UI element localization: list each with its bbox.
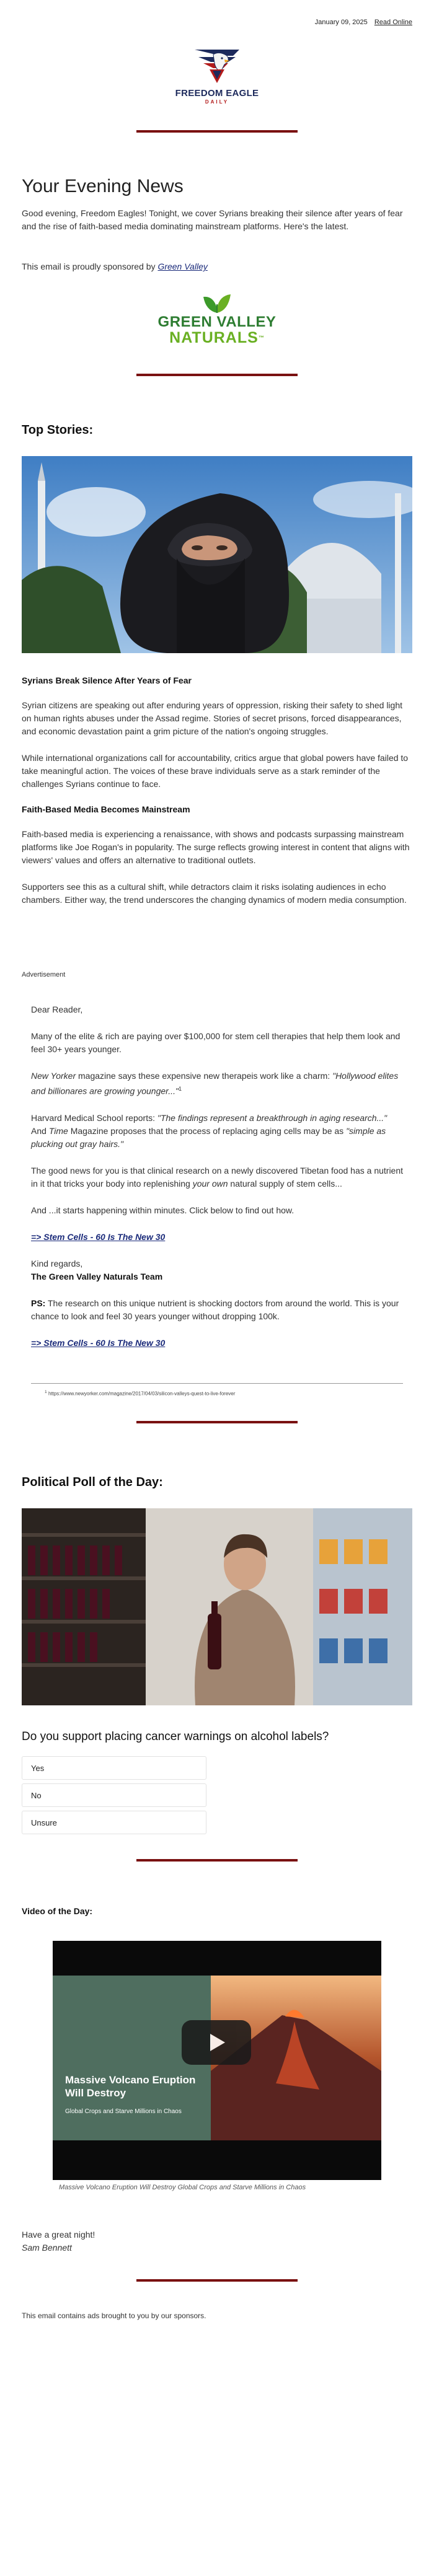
poll-photo [22,1508,412,1705]
email-header [0,0,434,47]
footnote-divider [31,1383,403,1384]
poll-option-unsure[interactable]: Unsure [22,1811,206,1834]
brand-logo [0,47,434,130]
divider [136,374,298,376]
date-text: January 09, 2025 [314,19,368,26]
poll-options [22,1756,412,1834]
brand-name: FREEDOM EAGLE [175,88,259,99]
ad-paragraph: New Yorker magazine says these expensive new therapeis work like a charm: "Hollywood elites and billionares are growing younger..."$^1$ [31,1071,399,1096]
top-stories-heading: Top Stories: [22,423,94,437]
video-thumb-title: Massive Volcano Eruption Will Destroy [65,2074,196,2099]
divider [136,130,298,133]
divider [136,2279,298,2282]
stem-cells-cta-link-2[interactable]: => Stem Cells - 60 Is The New 30 [31,1337,166,1348]
advertisement-body [31,1003,403,1350]
sponsor-prefix: This email is proudly sponsored by [22,262,158,271]
page-title: Your Evening News [22,176,184,196]
poll-option-yes[interactable]: Yes [22,1756,206,1780]
poll-heading: Political Poll of the Day: [22,1475,163,1490]
ad-paragraph: Harvard Medical School reports: "The findings represent a breakthrough in aging research..." And Time Magazine proposes that the process of replacing aging cells may be as "simple as plucking out gray hairs." [31,1112,388,1149]
poll-option-no[interactable]: No [22,1783,206,1807]
story1-paragraph: While international organizations call for accountability, critics argue that global powers have failed to take meaningful action. The voices of these brave individuals serve as a stark reminder of the challenges Syrians continue to face. [22,753,409,789]
divider [136,1859,298,1862]
video-thumb-subtitle: Global Crops and Starve Millions in Chaos [65,2108,182,2116]
story1-title: Syrians Break Silence After Years of Fear [22,675,192,685]
stem-cells-cta-link[interactable]: => Stem Cells - 60 Is The New 30 [31,1231,166,1242]
play-icon [182,2020,251,2065]
brand-sub: DAILY [205,99,229,105]
ad-paragraph: The good news for you is that clinical research on a newly discovered Tibetan food has a nutrient in it that tricks your body into replenishing your own natural supply of stem cells... [31,1165,404,1189]
read-online-link[interactable]: Read Online [374,19,412,26]
story2-title: Faith-Based Media Becomes Mainstream [22,804,190,814]
author-name: Sam Bennett [22,2243,72,2253]
footnote: $^1$ https://www.newyorker.com/magazine/2017/04/03/silicon-valleys-quest-to-live-forever [45,1389,236,1397]
intro-greeting: Good evening, Freedom Eagles! Tonight, we cover Syrians breaking their silence after years of fear and the rise of faith-based media dominating mainstream platforms. Here's the latest. [22,208,403,231]
video-player[interactable] [53,1941,381,2180]
ad-signoff: Kind regards, [31,1258,83,1268]
story-photo [22,456,412,653]
video-heading: Video of the Day: [22,1906,93,1917]
sponsor-logo-line1: GREEN VALLEY [157,314,277,330]
play-button[interactable] [182,2020,251,2065]
story2-paragraph: Supporters see this as a cultural shift, while detractors claim it risks isolating audiences in echo chambers. Either way, the trend underscores the changing dynamics of modern media consumption. [22,882,407,905]
poll-question: Do you support placing cancer warnings on alcohol labels? [22,1730,329,1744]
sponsor-logo[interactable] [0,292,434,374]
ad-paragraph: And ...it starts happening within minutes. Click below to find out how. [31,1205,294,1215]
sponsor-link[interactable]: Green Valley [157,262,208,271]
eagle-logo-icon [192,47,242,86]
ad-paragraph: Many of the elite & rich are paying over $100,000 for stem cell therapies that help them look and feel 30+ years younger. [31,1031,401,1054]
footnote-url[interactable]: https://www.newyorker.com/magazine/2017/04/03/silicon-valleys-quest-to-live-forever [48,1391,236,1397]
advertisement-label: Advertisement [22,971,66,978]
video-caption: Massive Volcano Eruption Will Destroy Global Crops and Starve Millions in Chaos [59,2184,306,2192]
footer-disclaimer: This email contains ads brought to you by our sponsors. [22,2311,206,2321]
leaf-icon [200,292,234,314]
story2-paragraph: Faith-based media is experiencing a renaissance, with shows and podcasts surpassing mainstream platforms like Joe Rogan's in popularity. The surge reflects growing interest in content that aligns with viewers' values and offers an alternative to traditional outlets. [22,829,410,865]
farewell-text: Have a great night! [22,2230,95,2240]
story1-paragraph: Syrian citizens are speaking out after enduring years of oppression, risking their safety to shed light on human rights abuses under the Assad regime. Stories of secret prisons, forced disappearances, and economic devastation paint a grim picture of the nation's ongoing struggles. [22,700,402,736]
ad-salutation: Dear Reader, [31,1004,83,1014]
ad-ps: PS: The research on this unique nutrient is shocking doctors from around the world. This is your chance to look and feel 30 years younger without dropping 100k. [31,1298,399,1321]
divider [136,1421,298,1423]
sponsor-logo-line2: NATURALS™ [169,329,265,346]
ad-team: The Green Valley Naturals Team [31,1271,163,1281]
sponsor-line [22,260,412,273]
trademark: ™ [258,335,265,341]
